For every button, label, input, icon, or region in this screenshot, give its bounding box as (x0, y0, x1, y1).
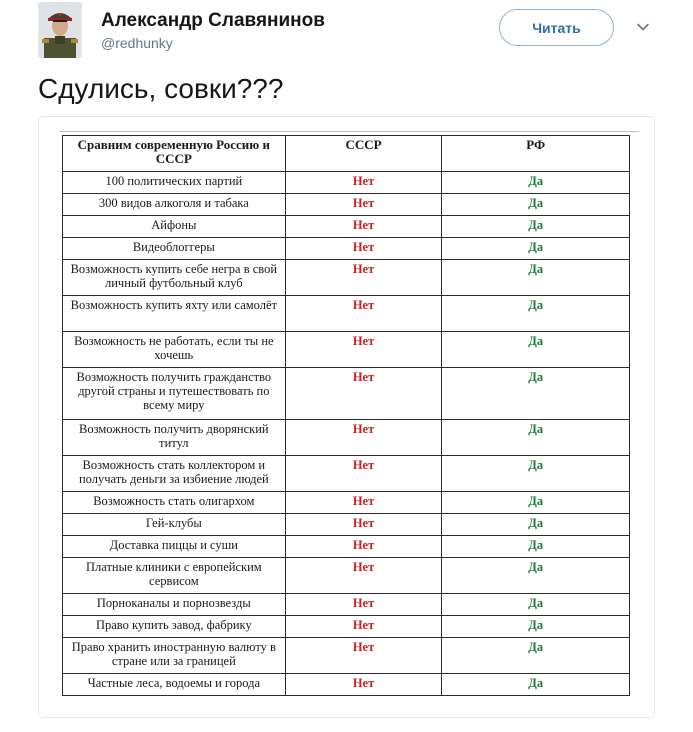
chevron-down-icon[interactable] (636, 20, 650, 34)
ussr-value: Нет (285, 536, 442, 558)
row-label: Айфоны (63, 216, 286, 238)
row-label: Право купить завод, фабрику (63, 616, 286, 638)
header-compare: Сравним современную Россию и СССР (63, 136, 286, 172)
table-row (63, 674, 630, 696)
ussr-value: Нет (285, 368, 442, 420)
row-label: 300 видов алкоголя и табака (63, 194, 286, 216)
avatar[interactable] (38, 2, 82, 58)
rf-value: Да (442, 638, 630, 674)
table-row (63, 296, 630, 332)
ussr-value: Нет (285, 492, 442, 514)
table-row (63, 172, 630, 194)
rf-value: Да (442, 594, 630, 616)
table-row (63, 594, 630, 616)
table-row (63, 558, 630, 594)
table-row (63, 492, 630, 514)
row-label: Возможность купить яхту или самолёт (63, 296, 286, 332)
table-row (63, 616, 630, 638)
row-label: Возможность не работать, если ты не хочешь (63, 332, 286, 368)
ussr-value: Нет (285, 238, 442, 260)
author-handle[interactable]: @redhunky (101, 35, 173, 51)
table-row (63, 238, 630, 260)
ussr-value: Нет (285, 420, 442, 456)
ussr-value: Нет (285, 216, 442, 238)
author-name[interactable]: Александр Славянинов (101, 10, 325, 31)
row-label: Возможность получить гражданство другой страны и путешествовать по всему миру (63, 368, 286, 420)
table-row (63, 260, 630, 296)
ussr-value: Нет (285, 456, 442, 492)
rf-value: Да (442, 216, 630, 238)
rf-value: Да (442, 296, 630, 332)
ussr-value: Нет (285, 594, 442, 616)
row-label: Возможность получить дворянский титул (63, 420, 286, 456)
row-label: Порноканалы и порнозвезды (63, 594, 286, 616)
row-label: Частные леса, водоемы и города (63, 674, 286, 696)
table-row (63, 536, 630, 558)
row-label: Право хранить иностранную валюту в стране или за границей (63, 638, 286, 674)
row-label: Возможность стать олигархом (63, 492, 286, 514)
row-label: Платные клиники с европейским сервисом (63, 558, 286, 594)
rf-value: Да (442, 420, 630, 456)
rf-value: Да (442, 238, 630, 260)
ussr-value: Нет (285, 260, 442, 296)
row-label: Возможность стать коллектором и получать деньги за избиение людей (63, 456, 286, 492)
row-label: 100 политических партий (63, 172, 286, 194)
rf-value: Да (442, 674, 630, 696)
row-label: Видеоблоггеры (63, 238, 286, 260)
row-label: Доставка пиццы и суши (63, 536, 286, 558)
ussr-value: Нет (285, 674, 442, 696)
rf-value: Да (442, 536, 630, 558)
rf-value: Да (442, 456, 630, 492)
follow-button[interactable]: Читать (499, 9, 614, 46)
table-row (63, 194, 630, 216)
ussr-value: Нет (285, 638, 442, 674)
ussr-value: Нет (285, 514, 442, 536)
ussr-value: Нет (285, 172, 442, 194)
table-row (63, 420, 630, 456)
table-row (63, 456, 630, 492)
ussr-value: Нет (285, 558, 442, 594)
table-row (63, 368, 630, 420)
rf-value: Да (442, 616, 630, 638)
tweet-text: Сдулись, совки??? (38, 73, 284, 104)
rf-value: Да (442, 368, 630, 420)
ussr-value: Нет (285, 194, 442, 216)
rf-value: Да (442, 492, 630, 514)
table-row (63, 638, 630, 674)
ussr-value: Нет (285, 296, 442, 332)
table-row (63, 332, 630, 368)
table-header-row (63, 136, 630, 172)
rf-value: Да (442, 514, 630, 536)
ussr-value: Нет (285, 332, 442, 368)
table-row (63, 216, 630, 238)
rf-value: Да (442, 194, 630, 216)
rf-value: Да (442, 558, 630, 594)
header-ussr: СССР (285, 136, 442, 172)
rf-value: Да (442, 172, 630, 194)
table-row (63, 514, 630, 536)
avatar-image (38, 2, 82, 58)
rf-value: Да (442, 260, 630, 296)
rf-value: Да (442, 332, 630, 368)
row-label: Гей-клубы (63, 514, 286, 536)
image-top-rule (60, 131, 639, 132)
row-label: Возможность купить себе негра в свой личный футбольный клуб (63, 260, 286, 296)
comparison-table (62, 135, 630, 696)
ussr-value: Нет (285, 616, 442, 638)
header-rf: РФ (442, 136, 630, 172)
